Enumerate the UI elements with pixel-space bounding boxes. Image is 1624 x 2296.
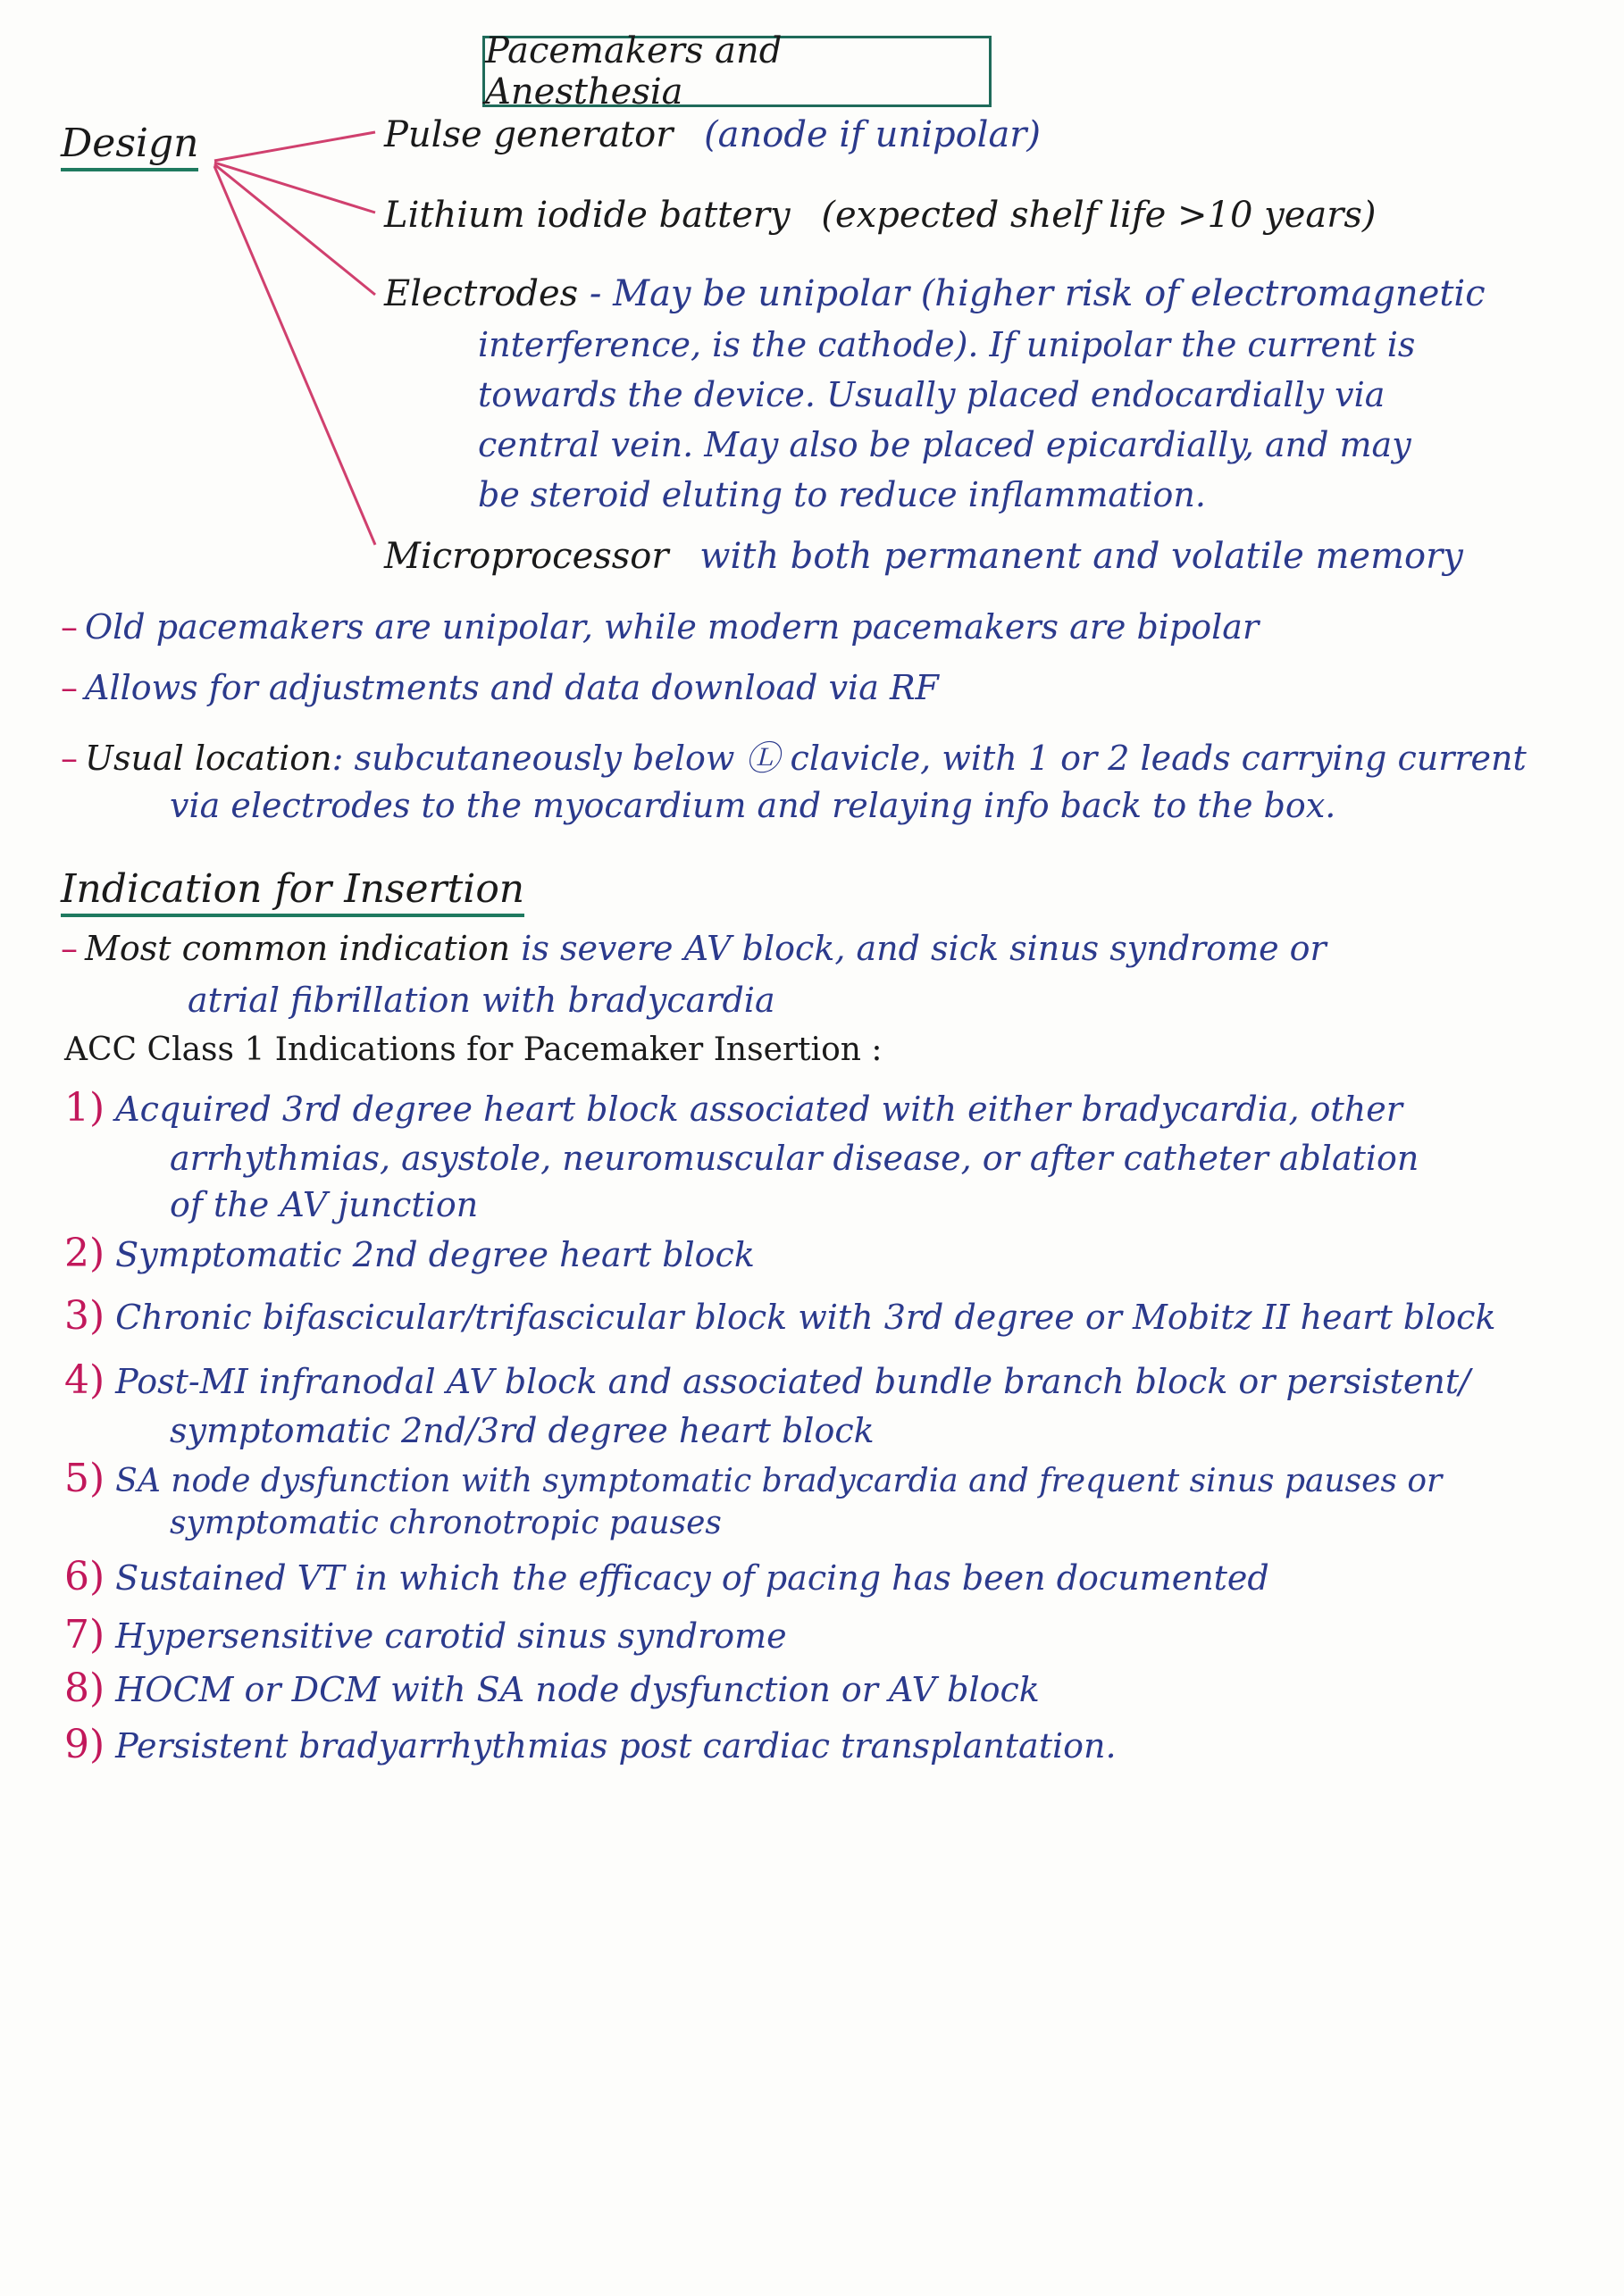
battery-note: (expected shelf life >10 years) [821,195,1377,236]
indication-heading-text: Indication for Insertion [61,866,524,917]
acc-heading: ACC Class 1 Indications for Pacemaker Insertion : [64,1031,883,1068]
item-text-cont: arrhythmias, asystole, neuromuscular disease, or after catheter ablation [170,1139,1419,1178]
bullet-item [61,668,939,707]
item-number: 2) [64,1231,105,1276]
page-title: Pacemakers and Anesthesia [485,30,783,113]
item-number: 7) [64,1612,105,1657]
item-text: Symptomatic 2nd degree heart block [115,1235,755,1274]
bullet-dash: – [61,607,78,647]
electrodes-line: central vein. May also be placed epicardially, and may [478,425,1411,464]
item-number: 9) [64,1722,105,1767]
common-indication-cont: atrial fibrillation with bradycardia [188,981,775,1020]
microprocessor-label: Microprocessor [384,536,669,577]
indication-list-item [64,1456,1442,1501]
item-number: 8) [64,1666,105,1711]
item-text-cont: symptomatic 2nd/3rd degree heart block [170,1411,875,1450]
indication-list-item [64,1722,1117,1767]
indication-list-item [64,1666,1040,1711]
bullet-text: Old pacemakers are unipolar, while modern pacemakers are bipolar [85,607,1260,647]
indication-list-item [64,1357,1470,1403]
item-text: SA node dysfunction with symptomatic bradycardia and frequent sinus pauses or [115,1463,1443,1499]
item-number: 6) [64,1554,105,1599]
indication-list-item [64,1231,755,1276]
electrodes-line: towards the device. Usually placed endocardially via [478,375,1385,414]
indication-list-item [64,1554,1269,1599]
item-text: Chronic bifascicular/trifascicular block with 3rd degree or Mobitz II heart block [115,1298,1496,1337]
design-pulse-generator [384,114,1041,155]
item-text: Post-MI infranodal AV block and associated bundle branch block or persistent/ [115,1362,1470,1401]
bullet-item [61,607,1259,647]
bullet-label: Usual location [85,739,332,778]
bullet-dash: – [61,668,78,707]
item-number: 3) [64,1293,105,1339]
electrodes-line: interference, is the cathode). If unipolar the current is [478,325,1416,364]
microprocessor-note: with both permanent and volatile memory [699,536,1463,577]
item-number: 1) [64,1085,105,1131]
common-indication-text: is severe AV block, and sick sinus syndrome or [510,929,1327,968]
design-electrodes [384,273,1486,314]
item-number: 5) [64,1456,105,1501]
bullet-continuation: via electrodes to the myocardium and relaying info back to the box. [170,786,1336,825]
electrodes-line: be steroid eluting to reduce inflammation. [478,475,1206,514]
indication-heading [61,866,524,912]
electrodes-line: - May be unipolar (higher risk of electromagnetic [589,273,1486,314]
battery-label: Lithium iodide battery [384,195,791,236]
indication-list-item [64,1085,1402,1131]
item-text-cont: of the AV junction [170,1185,479,1224]
bullet-item [61,731,1527,780]
design-heading-text: Design [61,121,198,171]
pulse-generator-note: (anode if unipolar) [704,114,1042,155]
item-text: HOCM or DCM with SA node dysfunction or AV block [115,1670,1040,1709]
indication-list-item [64,1293,1495,1339]
item-text: Persistent bradyarrhythmias post cardiac transplantation. [115,1726,1117,1766]
item-number: 4) [64,1357,105,1403]
bullet-dash: – [61,739,78,778]
common-indication-label: Most common indication [85,929,511,968]
common-indication [61,929,1327,968]
design-battery [384,195,1377,236]
indication-list-item [64,1612,787,1657]
item-text-cont: symptomatic chronotropic pauses [170,1505,722,1541]
item-text: Hypersensitive carotid sinus syndrome [115,1616,787,1656]
bullet-text: Allows for adjustments and data download via RF [85,668,939,707]
bullet-dash: – [61,929,78,968]
electrodes-label: Electrodes [384,273,579,314]
design-microprocessor [384,536,1463,577]
item-text: Acquired 3rd degree heart block associated with either bradycardia, other [115,1090,1402,1129]
item-text: Sustained VT in which the efficacy of pacing has been documented [115,1558,1269,1598]
pulse-generator-label: Pulse generator [384,114,674,155]
bullet-text: : subcutaneously below Ⓛ clavicle, with 1 or 2 leads carrying current [331,739,1527,778]
